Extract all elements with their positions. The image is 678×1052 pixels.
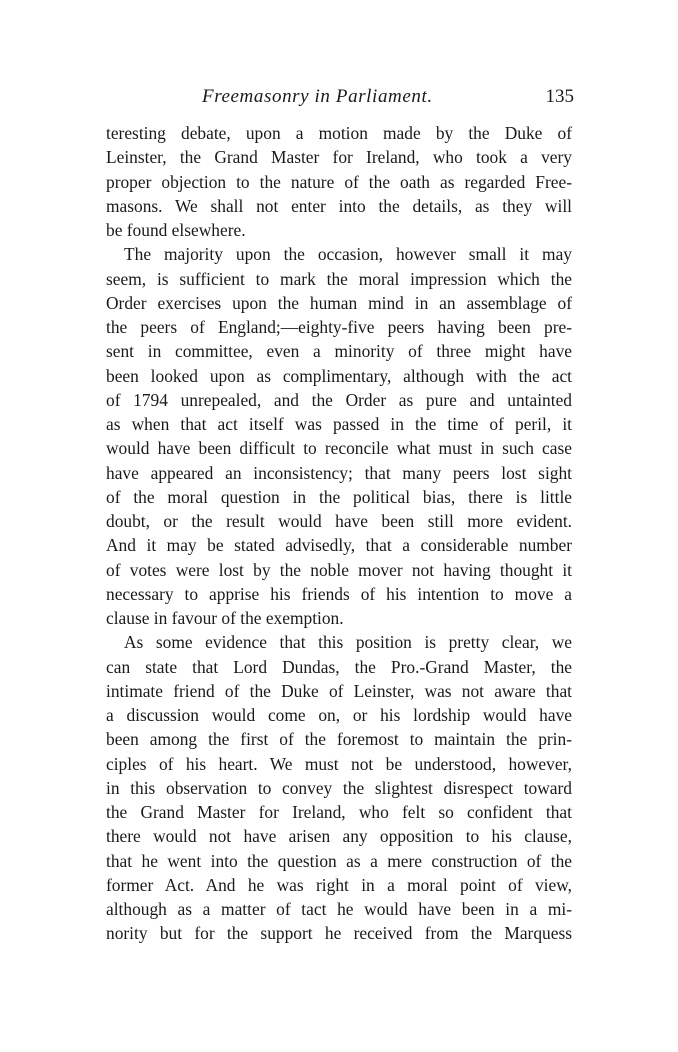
text-line: clause in favour of the exemption. <box>106 608 344 628</box>
text-line: a discussion would come on, or his lordship would have <box>106 705 572 725</box>
text-line: nority but for the support he received from the Marquess <box>106 923 572 944</box>
text-line: former Act. And he was right in a moral point of view, <box>106 874 572 895</box>
text-line: have appeared an inconsistency; that many peers lost sight <box>106 462 572 483</box>
text-line: although as a matter of tact he would have been in a mi- <box>106 899 572 919</box>
text-line: be found elsewhere. <box>106 220 246 240</box>
page-header <box>106 86 576 114</box>
text-line: masons. We shall not enter into the details, as they will <box>106 195 572 216</box>
text-line: in this observation to convey the slightest disrespect toward <box>106 777 572 798</box>
body-text <box>106 121 572 946</box>
text-line: of the moral question in the political bias, there is little <box>106 486 572 507</box>
text-line: of votes were lost by the noble mover not having thought it <box>106 559 572 580</box>
text-line: the peers of England;—eighty-five peers having been pre- <box>106 317 572 337</box>
text-line: would have been difficult to reconcile what must in such case <box>106 438 572 459</box>
text-line: teresting debate, upon a motion made by the Duke of <box>106 123 572 143</box>
text-line: Leinster, the Grand Master for Ireland, who took a very <box>106 147 572 168</box>
text-line: seem, is sufficient to mark the moral impression which the <box>106 268 572 289</box>
text-line: of 1794 unrepealed, and the Order as pure and untainted <box>106 389 572 410</box>
text-line: necessary to apprise his friends of his intention to move a <box>106 583 572 604</box>
text-line: The majority upon the occasion, however small it may <box>124 244 572 265</box>
text-line: sent in committee, even a minority of three might have <box>106 341 572 362</box>
running-head: Freemasonry in Parliament. <box>202 86 433 107</box>
page-number: 135 <box>545 86 574 107</box>
text-line: been looked upon as complimentary, although with the act <box>106 365 572 386</box>
text-line: that he went into the question as a mere construction of the <box>106 850 572 871</box>
text-line: the Grand Master for Ireland, who felt so confident that <box>106 802 572 822</box>
text-line: can state that Lord Dundas, the Pro.-Grand Master, the <box>106 656 572 677</box>
text-line: ciples of his heart. We must not be understood, however, <box>106 753 572 774</box>
text-line: there would not have arisen any opposition to his clause, <box>106 826 572 847</box>
text-line: And it may be stated advisedly, that a considerable number <box>106 535 572 556</box>
text-line: As some evidence that this position is pretty clear, we <box>124 632 572 653</box>
text-line: been among the first of the foremost to maintain the prin- <box>106 729 572 750</box>
text-line: doubt, or the result would have been still more evident. <box>106 511 572 531</box>
text-line: proper objection to the nature of the oath as regarded Free- <box>106 171 572 192</box>
text-line: intimate friend of the Duke of Leinster, was not aware that <box>106 680 572 701</box>
text-line: as when that act itself was passed in the time of peril, it <box>106 414 572 434</box>
text-line: Order exercises upon the human mind in an assemblage of <box>106 292 572 313</box>
